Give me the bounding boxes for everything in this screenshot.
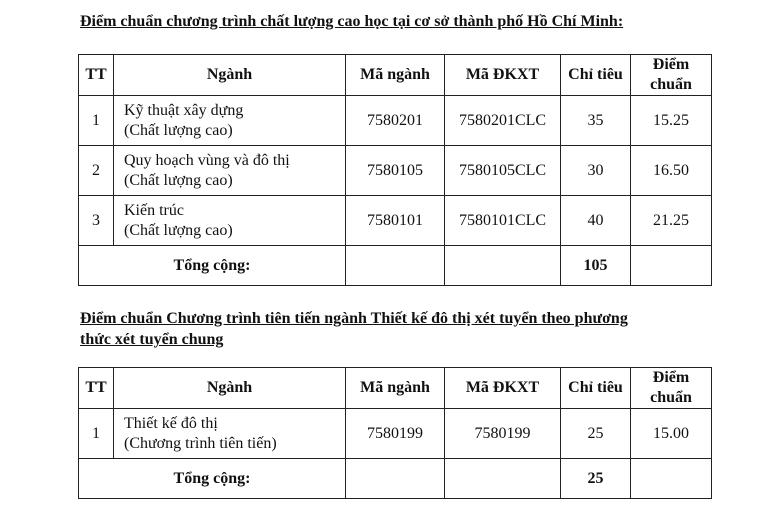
section1-title: Điểm chuẩn chương trình chất lượng cao học tại cơ sở thành phố Hồ Chí Minh: xyxy=(80,13,624,30)
header-chi-tieu: Chỉ tiêu xyxy=(561,55,631,96)
cell-empty xyxy=(631,246,712,286)
header-ma-dkxt: Mã ĐKXT xyxy=(445,55,561,96)
cell-chi-tieu: 35 xyxy=(561,96,631,146)
section2-title xyxy=(80,308,628,350)
table-row xyxy=(79,146,712,196)
cell-chi-tieu: 30 xyxy=(561,146,631,196)
cell-ma-dkxt: 7580101CLC xyxy=(445,196,561,246)
total-label: Tổng cộng: xyxy=(79,246,346,286)
cell-ma-nganh: 7580101 xyxy=(346,196,445,246)
nganh-note: (Chất lượng cao) xyxy=(124,171,233,189)
total-value: 105 xyxy=(561,246,631,286)
cell-empty xyxy=(445,246,561,286)
header-diem-chuan xyxy=(631,368,712,409)
cell-empty xyxy=(346,246,445,286)
header-diem-line1: Điểm xyxy=(652,56,690,73)
table-row xyxy=(79,409,712,459)
table-header-row xyxy=(79,368,712,409)
cell-ma-dkxt: 7580201CLC xyxy=(445,96,561,146)
total-row xyxy=(79,459,712,499)
cell-chi-tieu: 25 xyxy=(561,409,631,459)
cell-ma-dkxt: 7580199 xyxy=(445,409,561,459)
cell-ma-nganh: 7580105 xyxy=(346,146,445,196)
quality-program-table xyxy=(78,54,712,286)
header-nganh: Ngành xyxy=(114,368,346,409)
cell-ma-dkxt: 7580105CLC xyxy=(445,146,561,196)
nganh-name: Thiết kế đô thị xyxy=(124,414,218,432)
header-ma-nganh: Mã ngành xyxy=(346,368,445,409)
cell-nganh xyxy=(114,96,346,146)
header-diem-line2: chuẩn xyxy=(650,389,692,406)
cell-diem: 15.25 xyxy=(631,96,712,146)
section2-title-line2: thức xét tuyển chung xyxy=(80,331,224,348)
total-value: 25 xyxy=(561,459,631,499)
cell-empty xyxy=(346,459,445,499)
cell-nganh xyxy=(114,196,346,246)
table-row xyxy=(79,196,712,246)
nganh-note: (Chất lượng cao) xyxy=(124,121,233,139)
header-chi-tieu: Chỉ tiêu xyxy=(561,368,631,409)
cell-tt: 1 xyxy=(79,409,114,459)
nganh-note: (Chương trình tiên tiến) xyxy=(124,434,277,452)
cell-diem: 21.25 xyxy=(631,196,712,246)
header-tt: TT xyxy=(79,368,114,409)
cell-nganh xyxy=(114,146,346,196)
header-ma-dkxt: Mã ĐKXT xyxy=(445,368,561,409)
cell-diem: 15.00 xyxy=(631,409,712,459)
cell-empty xyxy=(631,459,712,499)
header-tt: TT xyxy=(79,55,114,96)
cell-chi-tieu: 40 xyxy=(561,196,631,246)
cell-empty xyxy=(445,459,561,499)
header-ma-nganh: Mã ngành xyxy=(346,55,445,96)
cell-diem: 16.50 xyxy=(631,146,712,196)
cell-tt: 3 xyxy=(79,196,114,246)
cell-nganh xyxy=(114,409,346,459)
nganh-name: Kỹ thuật xây dựng xyxy=(124,101,244,119)
section2-title-line1: Điểm chuẩn Chương trình tiên tiến ngành Thiết kế đô thị xét tuyển theo phương xyxy=(80,310,628,327)
nganh-note: (Chất lượng cao) xyxy=(124,221,233,239)
table-row xyxy=(79,96,712,146)
header-diem-line2: chuẩn xyxy=(650,76,692,93)
cell-ma-nganh: 7580199 xyxy=(346,409,445,459)
cell-ma-nganh: 7580201 xyxy=(346,96,445,146)
advanced-program-table xyxy=(78,367,712,499)
cell-tt: 1 xyxy=(79,96,114,146)
table-header-row xyxy=(79,55,712,96)
total-row xyxy=(79,246,712,286)
header-nganh: Ngành xyxy=(114,55,346,96)
nganh-name: Quy hoạch vùng và đô thị xyxy=(124,151,290,169)
cell-tt: 2 xyxy=(79,146,114,196)
header-diem-chuan xyxy=(631,55,712,96)
total-label: Tổng cộng: xyxy=(79,459,346,499)
nganh-name: Kiến trúc xyxy=(124,201,184,219)
header-diem-line1: Điểm xyxy=(652,369,690,386)
